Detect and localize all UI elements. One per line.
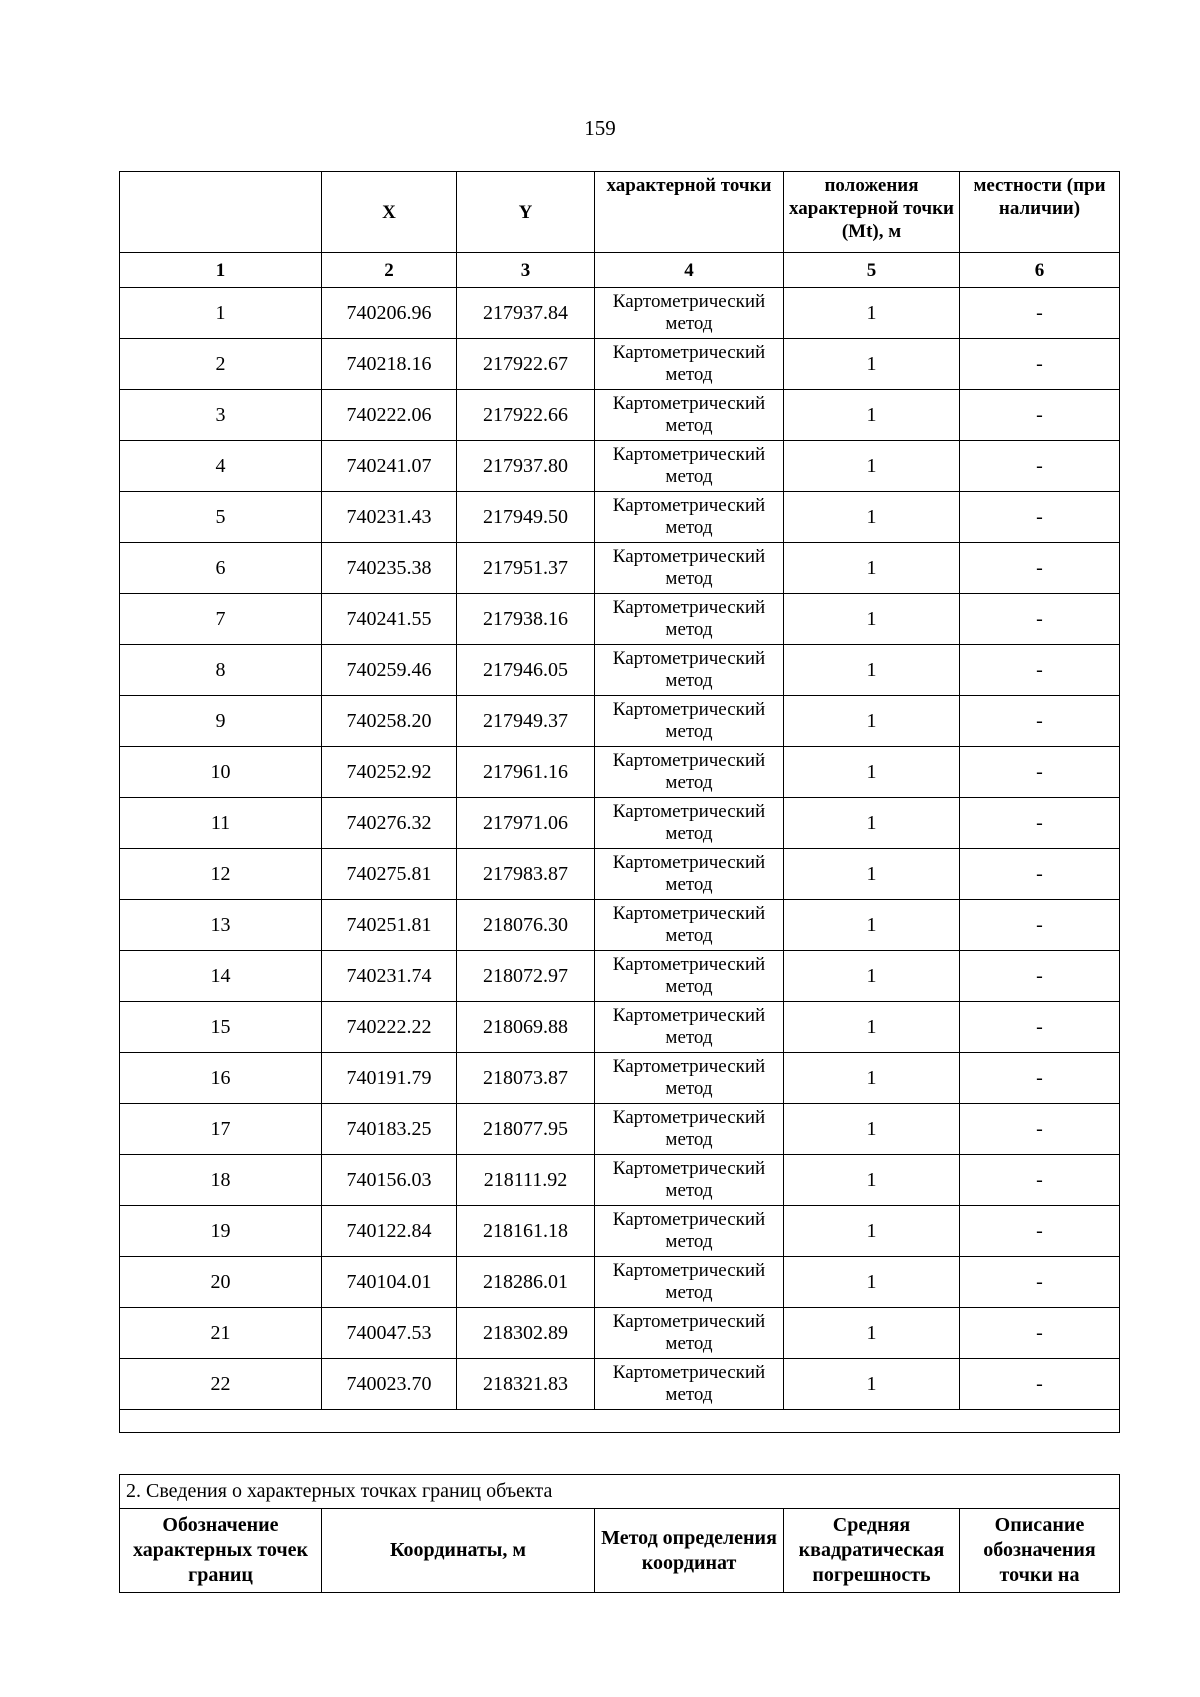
description-cell: - (960, 543, 1120, 594)
point-number-cell: 16 (120, 1053, 322, 1104)
section-caption-row (120, 1475, 1120, 1509)
description-cell: - (960, 390, 1120, 441)
table-row (120, 288, 1120, 339)
accuracy-cell: 1 (784, 339, 960, 390)
table-row (120, 747, 1120, 798)
y-coordinate-cell: 218073.87 (457, 1053, 595, 1104)
point-number-cell: 21 (120, 1308, 322, 1359)
boundary-points-table (119, 171, 1120, 1433)
method-cell: Картометрический метод (595, 1257, 784, 1308)
empty-cell (120, 1410, 1120, 1433)
y-coordinate-cell: 217922.66 (457, 390, 595, 441)
method-cell: Картометрический метод (595, 594, 784, 645)
accuracy-cell: 1 (784, 288, 960, 339)
x-coordinate-cell: 740231.43 (322, 492, 457, 543)
table-row (120, 1359, 1120, 1410)
y-coordinate-cell: 218161.18 (457, 1206, 595, 1257)
point-number-cell: 15 (120, 1002, 322, 1053)
method-cell: Картометрический метод (595, 339, 784, 390)
x-coordinate-cell: 740156.03 (322, 1155, 457, 1206)
header-cell-method: характерной точки (595, 172, 784, 253)
table-row (120, 645, 1120, 696)
x-coordinate-cell: 740231.74 (322, 951, 457, 1002)
description-cell: - (960, 900, 1120, 951)
accuracy-cell: 1 (784, 798, 960, 849)
x-coordinate-cell: 740252.92 (322, 747, 457, 798)
y-coordinate-cell: 217951.37 (457, 543, 595, 594)
point-number-cell: 4 (120, 441, 322, 492)
method-cell: Картометрический метод (595, 1359, 784, 1410)
column-number: 1 (120, 253, 322, 288)
method-cell: Картометрический метод (595, 543, 784, 594)
y-coordinate-cell: 218076.30 (457, 900, 595, 951)
accuracy-cell: 1 (784, 543, 960, 594)
header-cell-point (120, 172, 322, 253)
method-cell: Картометрический метод (595, 645, 784, 696)
x-coordinate-cell: 740251.81 (322, 900, 457, 951)
description-cell: - (960, 1257, 1120, 1308)
method-cell: Картометрический метод (595, 288, 784, 339)
header-cell-method: Метод определения координат (595, 1509, 784, 1593)
point-number-cell: 20 (120, 1257, 322, 1308)
method-cell: Картометрический метод (595, 798, 784, 849)
column-number: 2 (322, 253, 457, 288)
accuracy-cell: 1 (784, 900, 960, 951)
table-row (120, 1206, 1120, 1257)
header-cell-description: местности (при наличии) (960, 172, 1120, 253)
table-row (120, 543, 1120, 594)
x-coordinate-cell: 740023.70 (322, 1359, 457, 1410)
table-row (120, 696, 1120, 747)
page-number: 159 (584, 116, 616, 140)
accuracy-cell: 1 (784, 1308, 960, 1359)
point-number-cell: 11 (120, 798, 322, 849)
table-row (120, 441, 1120, 492)
y-coordinate-cell: 218302.89 (457, 1308, 595, 1359)
description-cell: - (960, 288, 1120, 339)
column-number: 3 (457, 253, 595, 288)
table-row (120, 1002, 1120, 1053)
point-number-cell: 3 (120, 390, 322, 441)
table-row (120, 1308, 1120, 1359)
point-number-cell: 18 (120, 1155, 322, 1206)
accuracy-cell: 1 (784, 390, 960, 441)
y-coordinate-cell: 218072.97 (457, 951, 595, 1002)
accuracy-cell: 1 (784, 1155, 960, 1206)
header-cell-description: Описание обозначения точки на (960, 1509, 1120, 1593)
column-number: 6 (960, 253, 1120, 288)
x-coordinate-cell: 740222.22 (322, 1002, 457, 1053)
y-coordinate-cell: 218286.01 (457, 1257, 595, 1308)
column-number: 5 (784, 253, 960, 288)
table-row (120, 849, 1120, 900)
x-coordinate-cell: 740183.25 (322, 1104, 457, 1155)
y-coordinate-cell: 217949.50 (457, 492, 595, 543)
accuracy-cell: 1 (784, 1053, 960, 1104)
y-coordinate-cell: 217938.16 (457, 594, 595, 645)
point-number-cell: 12 (120, 849, 322, 900)
method-cell: Картометрический метод (595, 1104, 784, 1155)
method-cell: Картометрический метод (595, 696, 784, 747)
point-number-cell: 5 (120, 492, 322, 543)
point-number-cell: 10 (120, 747, 322, 798)
y-coordinate-cell: 218321.83 (457, 1359, 595, 1410)
x-coordinate-cell: 740235.38 (322, 543, 457, 594)
table-header-row (120, 1509, 1120, 1593)
table-row (120, 1104, 1120, 1155)
x-coordinate-cell: 740275.81 (322, 849, 457, 900)
point-number-cell: 22 (120, 1359, 322, 1410)
method-cell: Картометрический метод (595, 951, 784, 1002)
method-cell: Картометрический метод (595, 441, 784, 492)
method-cell: Картометрический метод (595, 900, 784, 951)
table-row (120, 339, 1120, 390)
method-cell: Картометрический метод (595, 390, 784, 441)
y-coordinate-cell: 217946.05 (457, 645, 595, 696)
description-cell: - (960, 849, 1120, 900)
table-row (120, 1257, 1120, 1308)
x-coordinate-cell: 740258.20 (322, 696, 457, 747)
accuracy-cell: 1 (784, 492, 960, 543)
header-cell-accuracy: положения характерной точки (Mt), м (784, 172, 960, 253)
y-coordinate-cell: 217937.84 (457, 288, 595, 339)
description-cell: - (960, 696, 1120, 747)
y-coordinate-cell: 217949.37 (457, 696, 595, 747)
x-coordinate-cell: 740276.32 (322, 798, 457, 849)
method-cell: Картометрический метод (595, 747, 784, 798)
header-cell-accuracy: Средняя квадратическая погрешность (784, 1509, 960, 1593)
y-coordinate-cell: 217961.16 (457, 747, 595, 798)
method-cell: Картометрический метод (595, 1206, 784, 1257)
accuracy-cell: 1 (784, 1104, 960, 1155)
table-row (120, 798, 1120, 849)
y-coordinate-cell: 218077.95 (457, 1104, 595, 1155)
x-coordinate-cell: 740241.55 (322, 594, 457, 645)
description-cell: - (960, 747, 1120, 798)
y-coordinate-cell: 217983.87 (457, 849, 595, 900)
method-cell: Картометрический метод (595, 849, 784, 900)
description-cell: - (960, 951, 1120, 1002)
point-number-cell: 2 (120, 339, 322, 390)
x-coordinate-cell: 740047.53 (322, 1308, 457, 1359)
accuracy-cell: 1 (784, 747, 960, 798)
column-number: 4 (595, 253, 784, 288)
accuracy-cell: 1 (784, 441, 960, 492)
table-header-row (120, 172, 1120, 253)
header-cell-x: X (322, 172, 457, 253)
table-row (120, 594, 1120, 645)
empty-footer-row (120, 1410, 1120, 1433)
x-coordinate-cell: 740259.46 (322, 645, 457, 696)
y-coordinate-cell: 217922.67 (457, 339, 595, 390)
method-cell: Картометрический метод (595, 1308, 784, 1359)
point-number-cell: 14 (120, 951, 322, 1002)
description-cell: - (960, 1002, 1120, 1053)
point-number-cell: 7 (120, 594, 322, 645)
description-cell: - (960, 492, 1120, 543)
method-cell: Картометрический метод (595, 1053, 784, 1104)
header-cell-point-designation: Обозначение характерных точек границ (120, 1509, 322, 1593)
accuracy-cell: 1 (784, 594, 960, 645)
table-row (120, 390, 1120, 441)
description-cell: - (960, 1206, 1120, 1257)
description-cell: - (960, 1104, 1120, 1155)
description-cell: - (960, 1308, 1120, 1359)
y-coordinate-cell: 217937.80 (457, 441, 595, 492)
accuracy-cell: 1 (784, 1257, 960, 1308)
accuracy-cell: 1 (784, 849, 960, 900)
description-cell: - (960, 645, 1120, 696)
column-number-row (120, 253, 1120, 288)
point-number-cell: 9 (120, 696, 322, 747)
x-coordinate-cell: 740206.96 (322, 288, 457, 339)
description-cell: - (960, 441, 1120, 492)
x-coordinate-cell: 740218.16 (322, 339, 457, 390)
description-cell: - (960, 594, 1120, 645)
point-number-cell: 19 (120, 1206, 322, 1257)
accuracy-cell: 1 (784, 696, 960, 747)
description-cell: - (960, 1155, 1120, 1206)
table-row (120, 1053, 1120, 1104)
y-coordinate-cell: 217971.06 (457, 798, 595, 849)
accuracy-cell: 1 (784, 1359, 960, 1410)
accuracy-cell: 1 (784, 1002, 960, 1053)
y-coordinate-cell: 218111.92 (457, 1155, 595, 1206)
description-cell: - (960, 1053, 1120, 1104)
point-number-cell: 1 (120, 288, 322, 339)
description-cell: - (960, 339, 1120, 390)
point-number-cell: 8 (120, 645, 322, 696)
method-cell: Картометрический метод (595, 1002, 784, 1053)
header-cell-coordinates: Координаты, м (322, 1509, 595, 1593)
x-coordinate-cell: 740122.84 (322, 1206, 457, 1257)
point-number-cell: 13 (120, 900, 322, 951)
object-boundary-points-table (119, 1474, 1120, 1593)
x-coordinate-cell: 740191.79 (322, 1053, 457, 1104)
y-coordinate-cell: 218069.88 (457, 1002, 595, 1053)
x-coordinate-cell: 740104.01 (322, 1257, 457, 1308)
description-cell: - (960, 798, 1120, 849)
method-cell: Картометрический метод (595, 492, 784, 543)
table-row (120, 492, 1120, 543)
header-cell-y: Y (457, 172, 595, 253)
point-number-cell: 17 (120, 1104, 322, 1155)
table-row (120, 900, 1120, 951)
table-body (120, 288, 1120, 1410)
x-coordinate-cell: 740222.06 (322, 390, 457, 441)
description-cell: - (960, 1359, 1120, 1410)
point-number-cell: 6 (120, 543, 322, 594)
table-row (120, 1155, 1120, 1206)
accuracy-cell: 1 (784, 1206, 960, 1257)
method-cell: Картометрический метод (595, 1155, 784, 1206)
x-coordinate-cell: 740241.07 (322, 441, 457, 492)
table-row (120, 951, 1120, 1002)
accuracy-cell: 1 (784, 645, 960, 696)
accuracy-cell: 1 (784, 951, 960, 1002)
section-caption: 2. Сведения о характерных точках границ объекта (120, 1475, 1120, 1509)
